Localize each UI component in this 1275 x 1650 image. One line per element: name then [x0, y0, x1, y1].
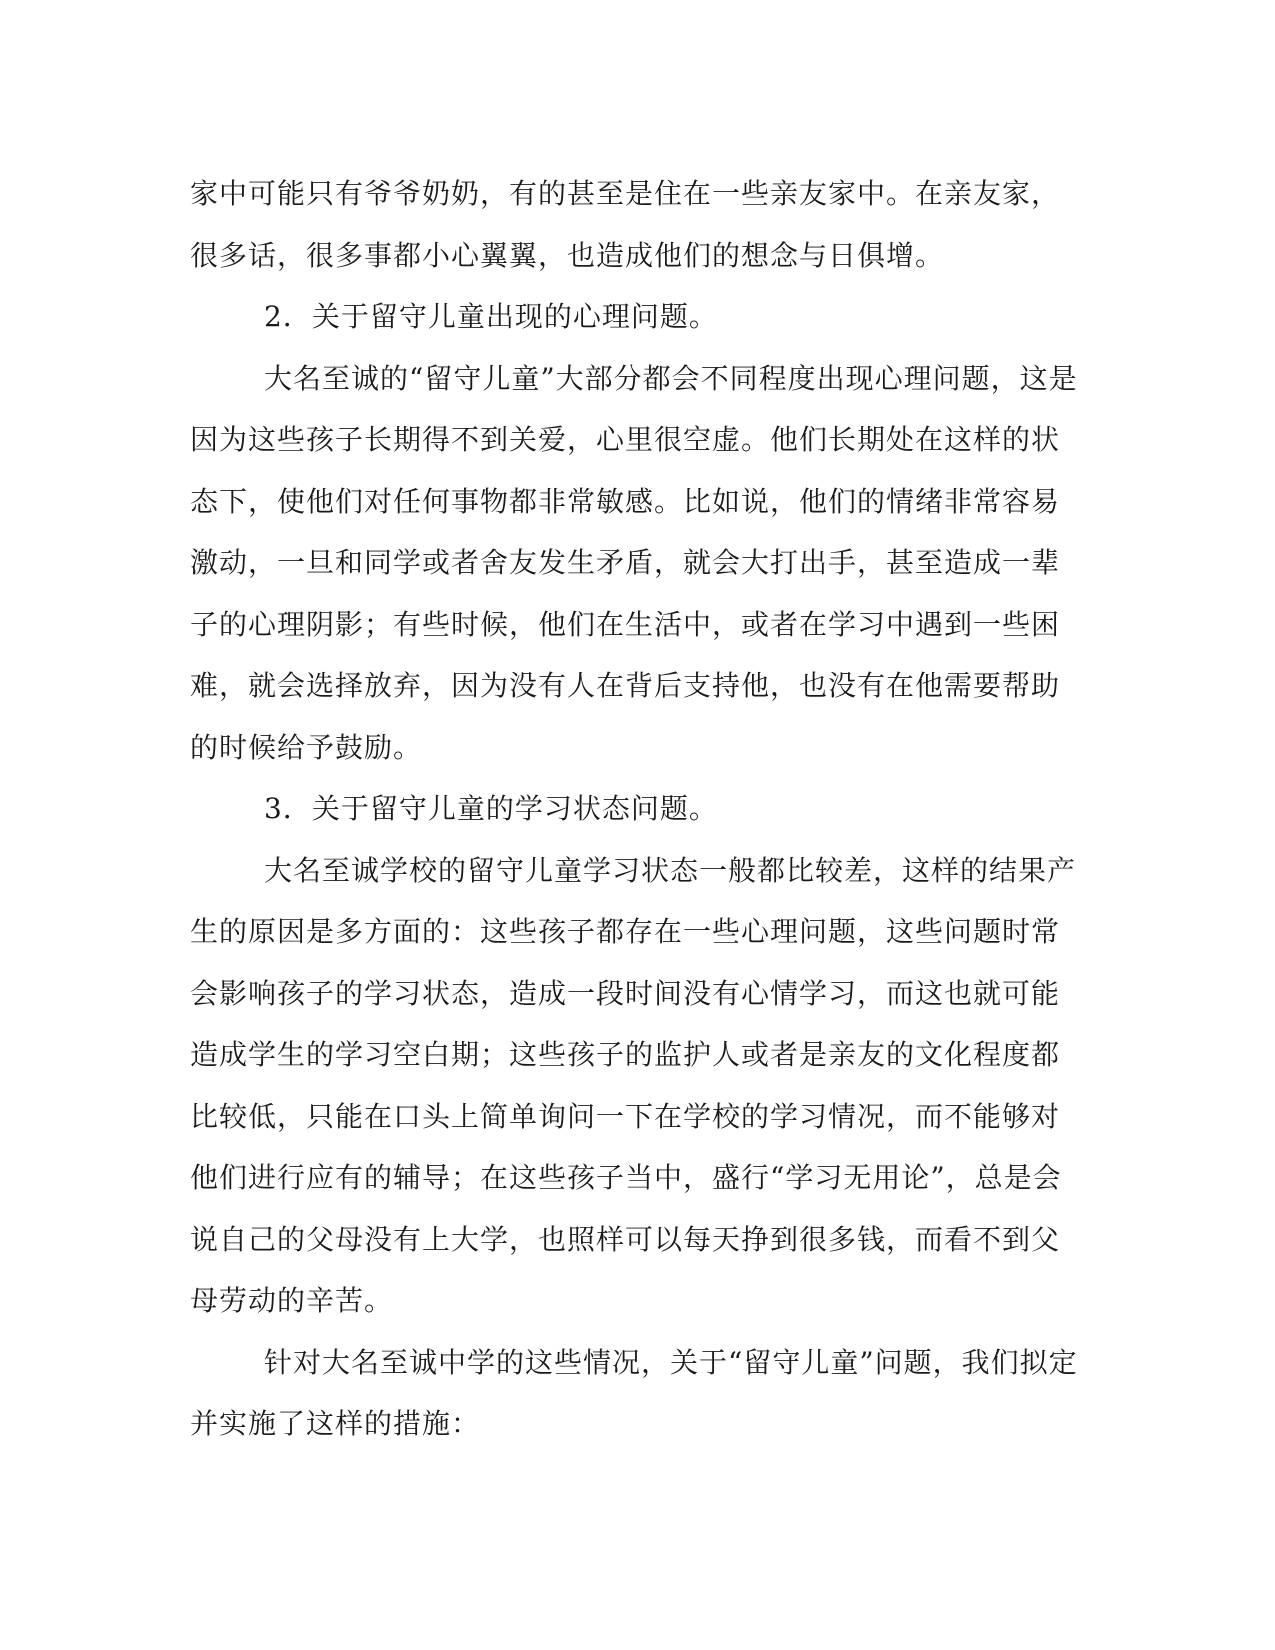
text-line: 很多话，很多事都小心翼翼，也造成他们的想念与日俱增。	[190, 238, 945, 272]
text-line: 生的原因是多方面的：这些孩子都存在一些心理问题，这些问题时常	[190, 915, 1061, 948]
text-line: 家中可能只有爷爷奶奶，有的甚至是住在一些亲友家中。在亲友家，	[190, 177, 1061, 210]
section-heading: 2．关于留守儿童出现的心理问题。	[264, 300, 718, 333]
text-line: 比较低，只能在口头上简单询问一下在学校的学习情况，而不能够对	[190, 1099, 1061, 1133]
text-line: 态下，使他们对任何事物都非常敏感。比如说，他们的情绪非常容易	[190, 484, 1061, 518]
text-line: 子的心理阴影；有些时候，他们在生活中，或者在学习中遇到一些困	[190, 607, 1061, 641]
body-text	[190, 163, 1078, 1455]
text-line: 因为这些孩子长期得不到关爱，心里很空虚。他们长期处在这样的状	[190, 423, 1061, 456]
text-line: 大名至诚的“留守儿童”大部分都会不同程度出现心理问题，这是	[264, 361, 1078, 395]
text-line: 说自己的父母没有上大学，也照样可以每天挣到很多钱，而看不到父	[190, 1222, 1061, 1256]
text-line: 激动，一旦和同学或者舍友发生矛盾，就会大打出手，甚至造成一辈	[190, 546, 1061, 579]
text-line: 大名至诚学校的留守儿童学习状态一般都比较差，这样的结果产	[264, 853, 1077, 887]
text-line: 母劳动的辛苦。	[190, 1284, 394, 1317]
text-line: 会影响孩子的学习状态，造成一段时间没有心情学习，而这也就可能	[190, 976, 1061, 1010]
text-line: 并实施了这样的措施：	[190, 1407, 481, 1440]
text-line: 造成学生的学习空白期；这些孩子的监护人或者是亲友的文化程度都	[190, 1038, 1061, 1071]
text-line: 的时候给予鼓励。	[190, 730, 423, 764]
text-line: 难，就会选择放弃，因为没有人在背后支持他，也没有在他需要帮助	[190, 669, 1061, 702]
text-line: 针对大名至诚中学的这些情况，关于“留守儿童”问题，我们拟定	[264, 1345, 1078, 1379]
section-heading: 3．关于留守儿童的学习状态问题。	[264, 792, 718, 825]
text-line: 他们进行应有的辅导；在这些孩子当中，盛行“学习无用论”，总是会	[190, 1161, 1062, 1194]
